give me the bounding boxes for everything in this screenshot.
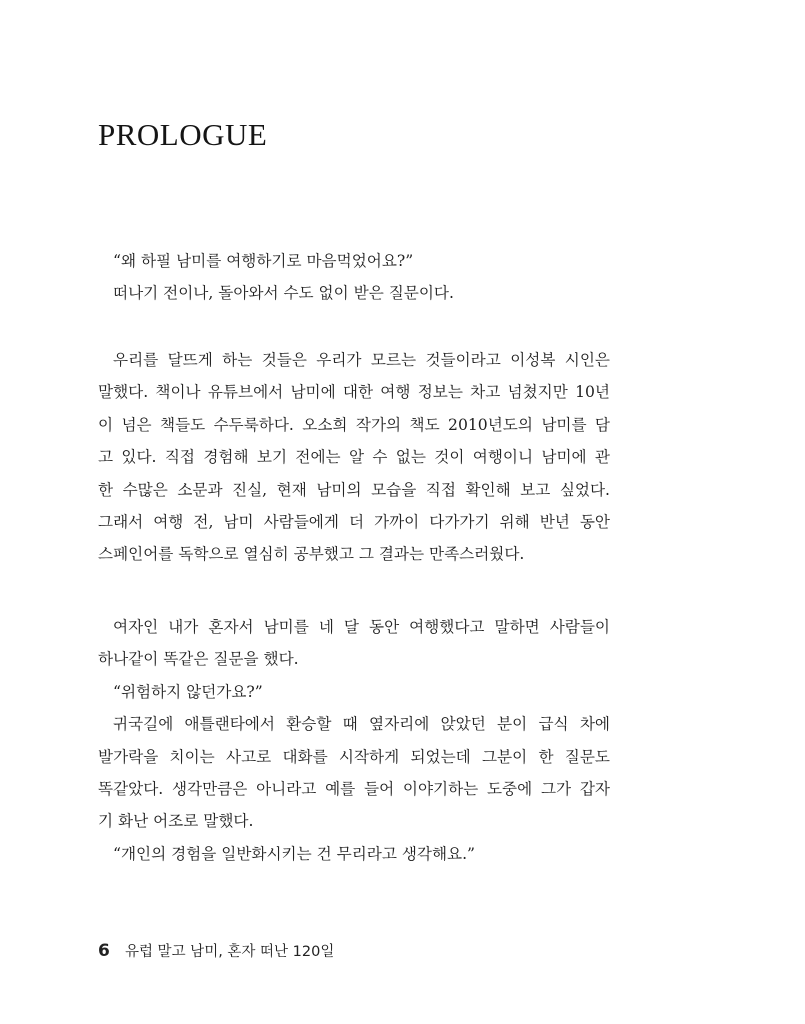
running-title: 유럽 말고 남미, 혼자 떠난 120일 — [124, 944, 335, 960]
text-line: 한 수많은 소문과 진실, 현재 남미의 모습을 직접 확인해 보고 싶었다. — [98, 480, 610, 499]
paragraph-3 — [98, 611, 610, 870]
text-line: “개인의 경험을 일반화시키는 건 무리라고 생각해요.” — [113, 844, 476, 863]
text-line: 발가락을 치이는 사고로 대화를 시작하게 되었는데 그분이 한 질문도 — [98, 747, 610, 766]
text-line: 그래서 여행 전, 남미 사람들에게 더 가까이 다가가기 위해 반년 동안 — [98, 512, 610, 531]
text-line: 떠나기 전이나, 돌아와서 수도 없이 받은 질문이다. — [113, 284, 454, 303]
text-line: “왜 하필 남미를 여행하기로 마음먹었어요?” — [113, 252, 414, 270]
text-line: 말했다. 책이나 유튜브에서 남미에 대한 여행 정보는 차고 넘쳤지만 10년 — [98, 383, 610, 402]
text-line: 귀국길에 애틀랜타에서 환승할 때 옆자리에 앉았던 분이 급식 차에 — [113, 715, 610, 734]
text-line: 기 화난 어조로 말했다. — [98, 812, 254, 831]
paragraph-1 — [98, 245, 610, 310]
page-number: 6 — [98, 941, 110, 961]
text-line: 하나같이 똑같은 질문을 했다. — [98, 650, 299, 669]
text-line: 이 넘은 책들도 수두룩하다. 오소희 작가의 책도 2010년도의 남미를 담 — [98, 415, 610, 434]
text-line: 똑같았다. 생각만큼은 아니라고 예를 들어 이야기하는 도중에 그가 갑자 — [98, 779, 610, 798]
text-line: 우리를 달뜨게 하는 것들은 우리가 모르는 것들이라고 이성복 시인은 — [113, 351, 610, 369]
chapter-heading: PROLOGUE — [98, 117, 268, 152]
text-line: 고 있다. 직접 경험해 보기 전에는 알 수 없는 것이 여행이니 남미에 관 — [98, 448, 610, 467]
text-line: 여자인 내가 혼자서 남미를 네 달 동안 여행했다고 말하면 사람들이 — [113, 618, 610, 636]
text-line: 스페인어를 독학으로 열심히 공부했고 그 결과는 만족스러웠다. — [98, 545, 525, 564]
paragraph-2 — [98, 344, 610, 571]
text-line: “위험하지 않던가요?” — [113, 682, 263, 701]
page-footer — [98, 940, 334, 961]
